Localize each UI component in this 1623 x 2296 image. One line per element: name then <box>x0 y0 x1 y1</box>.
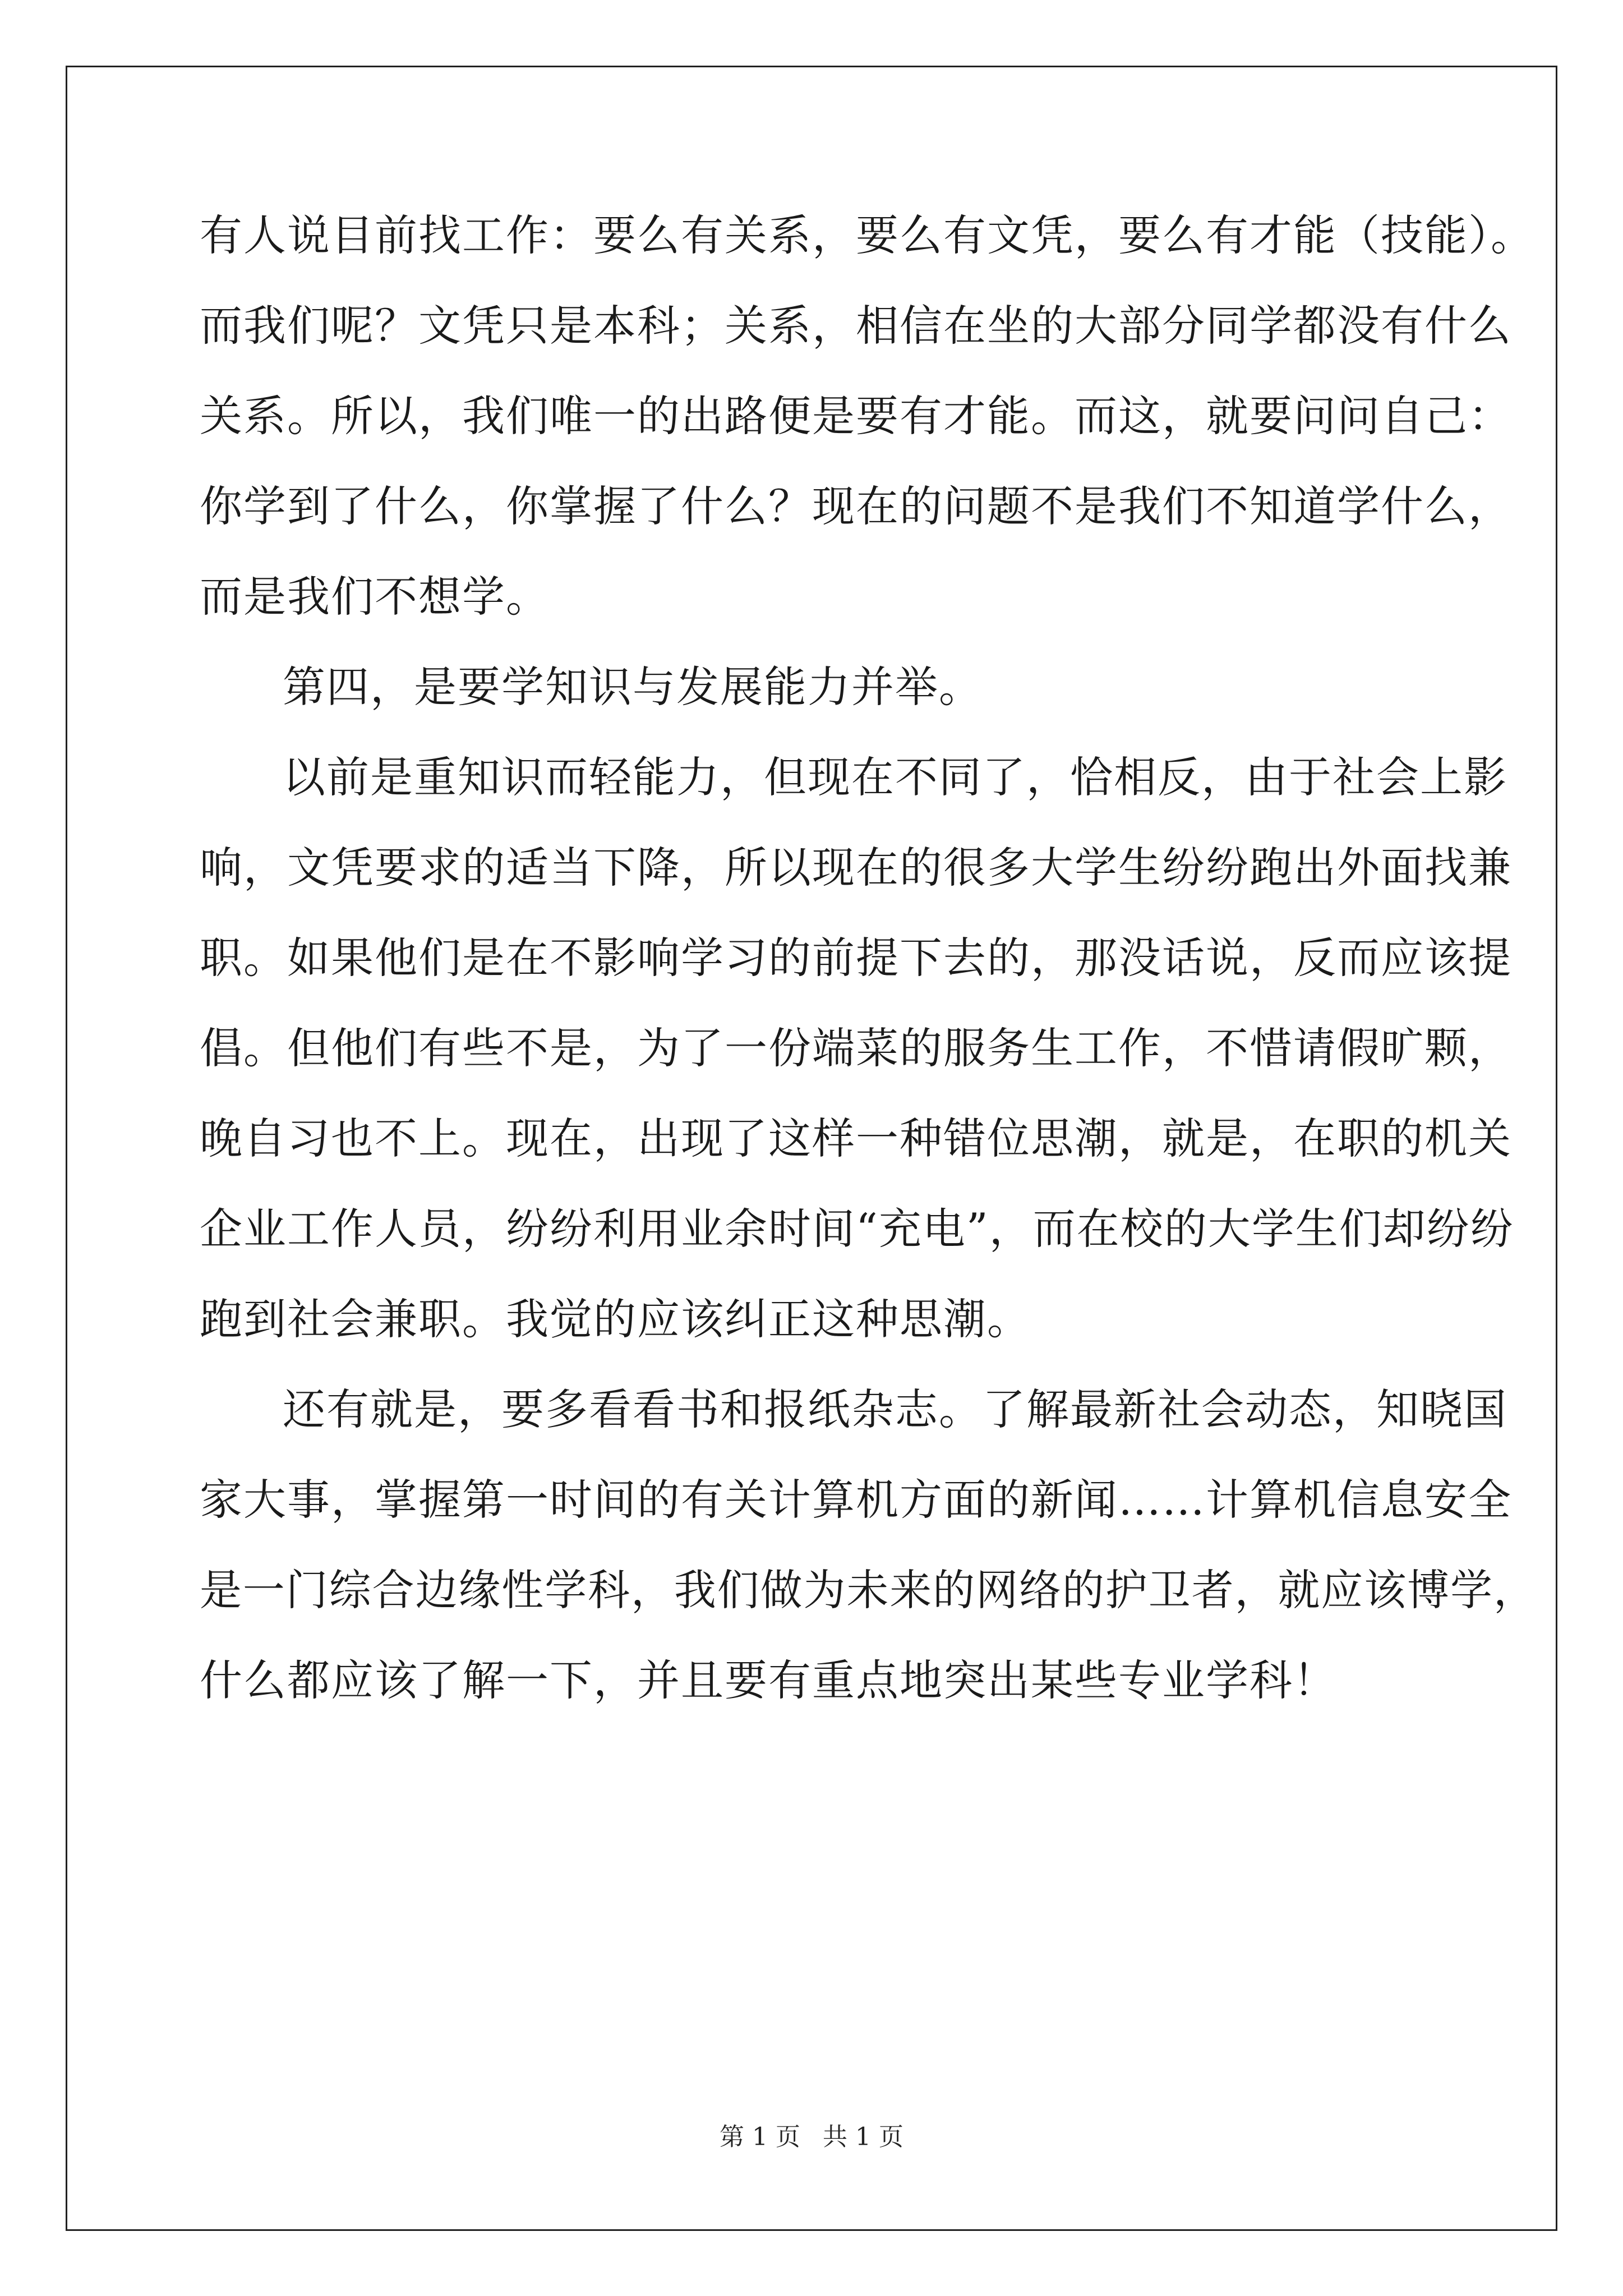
page-total: 共 1 页 <box>823 2123 903 2151</box>
text-line-12: 企业工作人员，纷纷利用业余时间“充电”，而在校的大学生们却纷纷 <box>200 1204 1514 1254</box>
text-line-6: 第四，是要学知识与发展能力并举。 <box>283 662 983 712</box>
text-line-13: 跑到社会兼职。我觉的应该纠正这种思潮。 <box>200 1294 1031 1344</box>
text-line-16: 是一门综合边缘性学科，我们做为未来的网络的护卫者，就应该博学， <box>200 1565 1537 1615</box>
text-line-15: 家大事，掌握第一时间的有关计算机方面的新闻……计算机信息安全 <box>200 1475 1512 1525</box>
text-line-2: 而我们呢？文凭只是本科；关系，相信在坐的大部分同学都没有什么 <box>200 301 1512 351</box>
page-footer <box>0 2120 1623 2154</box>
text-line-17: 什么都应该了解一下，并且要有重点地突出某些专业学科！ <box>200 1655 1337 1705</box>
text-line-11: 晚自习也不上。现在，出现了这样一种错位思潮，就是，在职的机关 <box>200 1114 1512 1163</box>
page-number: 第 1 页 <box>720 2123 800 2151</box>
text-line-1: 有人说目前找工作：要么有关系，要么有文凭，要么有才能（技能）。 <box>200 210 1534 260</box>
text-line-14: 还有就是，要多看看书和报纸杂志。了解最新社会动态，知晓国 <box>283 1384 1507 1434</box>
text-line-5: 而是我们不想学。 <box>200 572 550 622</box>
text-line-7: 以前是重知识而轻能力，但现在不同了，恰相反，由于社会上影 <box>283 752 1507 802</box>
text-line-4: 你学到了什么，你掌握了什么？现在的问题不是我们不知道学什么， <box>200 481 1512 531</box>
text-line-10: 倡。但他们有些不是，为了一份端菜的服务生工作，不惜请假旷颗， <box>200 1023 1512 1073</box>
text-line-3: 关系。所以，我们唯一的出路便是要有才能。而这，就要问问自己： <box>200 391 1512 441</box>
text-line-9: 职。如果他们是在不影响学习的前提下去的，那没话说，反而应该提 <box>200 933 1512 983</box>
text-line-8: 响，文凭要求的适当下降，所以现在的很多大学生纷纷跑出外面找兼 <box>200 843 1512 892</box>
